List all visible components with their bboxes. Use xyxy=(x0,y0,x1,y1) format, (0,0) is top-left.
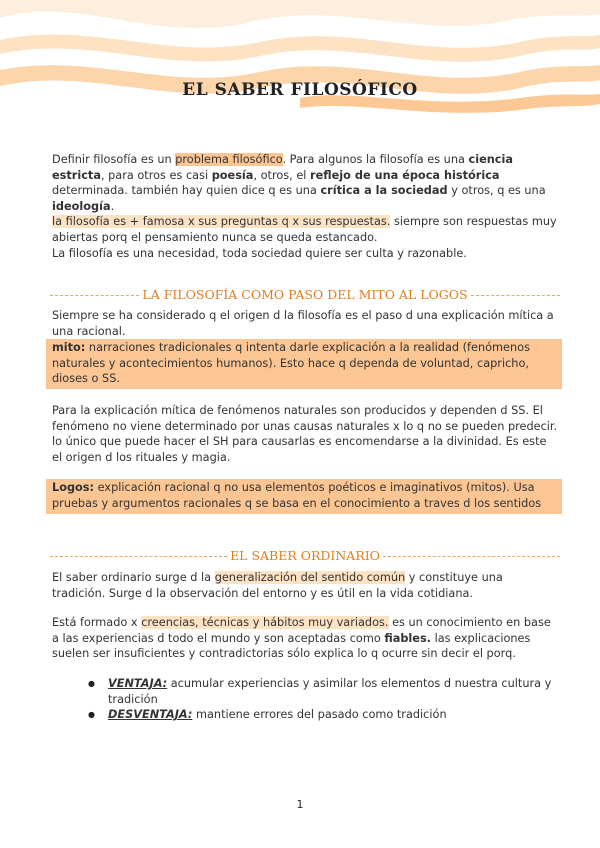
intro-paragraph-2: la filosofía es + famosa x sus preguntas q x sus respuestas. siempre son respuestas muy abiertas porq el pensamiento nunca se queda estancado. xyxy=(52,215,557,244)
pros-cons-list xyxy=(52,676,558,723)
logos-box: Logos: explicación racional q no usa elementos poéticos e imaginativos (mitos). Usa pruebas y argumentos racionales q se basa en el conocimiento a traves d los sentidos xyxy=(46,479,562,513)
section-saber-ordinario xyxy=(52,570,558,723)
page-number: 1 xyxy=(296,798,304,811)
paragraph: Para la explicación mítica de fenómenos naturales son producidos y dependen d SS. El fenómeno no viene determinado por unas causas naturales x lo q no se pueden predecir. lo único que puede hacer el SH para causarlas es encomendarse a la divinidad. Es este el origen d los rituales y magia. xyxy=(52,403,558,464)
paragraph: Está formado x creencias, técnicas y hábitos muy variados. es un conocimiento en base a las experiencias d todo el mundo y son aceptadas como fiables. las explicaciones suelen ser insuficientes y contradictorias sólo explica lo q ocurre sin decir el porq. xyxy=(52,616,551,661)
page-title: EL SABER FILOSÓFICO xyxy=(182,80,418,100)
paragraph: El saber ordinario surge d la generalización del sentido común y constituye una tradición. Surge d la observación del entorno y es útil en la vida cotidiana. xyxy=(52,571,503,600)
decorative-waves xyxy=(0,0,600,130)
list-item: ● DESVENTAJA: mantiene errores del pasado como tradición xyxy=(88,707,558,723)
section-mito-logos xyxy=(52,308,558,514)
section-heading-mito-logos: LA FILOSOFÍA COMO PASO DEL MITO AL LOGOS xyxy=(50,284,560,304)
mito-box: mito: narraciones tradicionales q intenta darle explicación a la realidad (fenómenos naturales y acontecimientos humanos). Esto hace q dependa de voluntad, capricho, dioses o SS. xyxy=(46,339,562,389)
intro-paragraph: Definir filosofía es un problema filosófico. Para algunos la filosofía es una ciencia estricta, para otros es casi poesía, otros, el reflejo de una época histórica determinada. también hay quien dice q es una crítica a la sociedad y otros, q es una ideología. xyxy=(52,153,546,213)
section-heading-saber-ordinario: EL SABER ORDINARIO xyxy=(50,545,560,565)
list-item: ● VENTAJA: acumular experiencias y asimilar los elementos d nuestra cultura y tradición xyxy=(88,676,558,707)
paragraph: Siempre se ha considerado q el origen d la filosofía es el paso d una explicación mítica a una racional. xyxy=(52,309,554,338)
intro-block xyxy=(52,152,558,261)
intro-paragraph-3: La filosofía es una necesidad, toda sociedad quiere ser culta y razonable. xyxy=(52,246,467,260)
